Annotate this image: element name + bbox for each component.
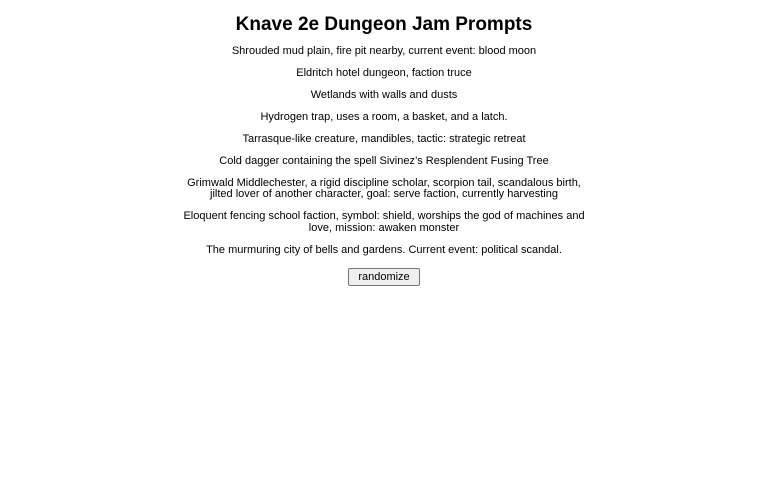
prompt-monster: Tarrasque-like creature, mandibles, tactic: strategic retreat [242,132,526,145]
prompt-terrain: Wetlands with walls and dusts [310,88,458,101]
randomize-button[interactable]: randomize [348,268,419,286]
prompt-wilderness: Shrouded mud plain, fire pit nearby, current event: blood moon [231,44,537,57]
prompt-city: The murmuring city of bells and gardens. Current event: political scandal. [206,243,562,256]
prompt-trap: Hydrogen trap, uses a room, a basket, and a latch. [260,110,508,123]
prompt-npc: Grimwald Middlechester, a rigid discipline scholar, scorpion tail, scandalous birth, jilted lover of another character, goal: serve faction, currently harvesting [187,176,581,200]
prompt-faction: Eloquent fencing school faction, symbol: shield, worships the god of machines and love, mission: awaken monster [183,210,585,234]
prompt-magic-item: Cold dagger containing the spell Sivinez’s Resplendent Fusing Tree [219,154,549,167]
button-row [0,267,768,286]
page-title: Knave 2e Dungeon Jam Prompts [235,14,533,35]
prompt-dungeon: Eldritch hotel dungeon, faction truce [296,66,472,79]
